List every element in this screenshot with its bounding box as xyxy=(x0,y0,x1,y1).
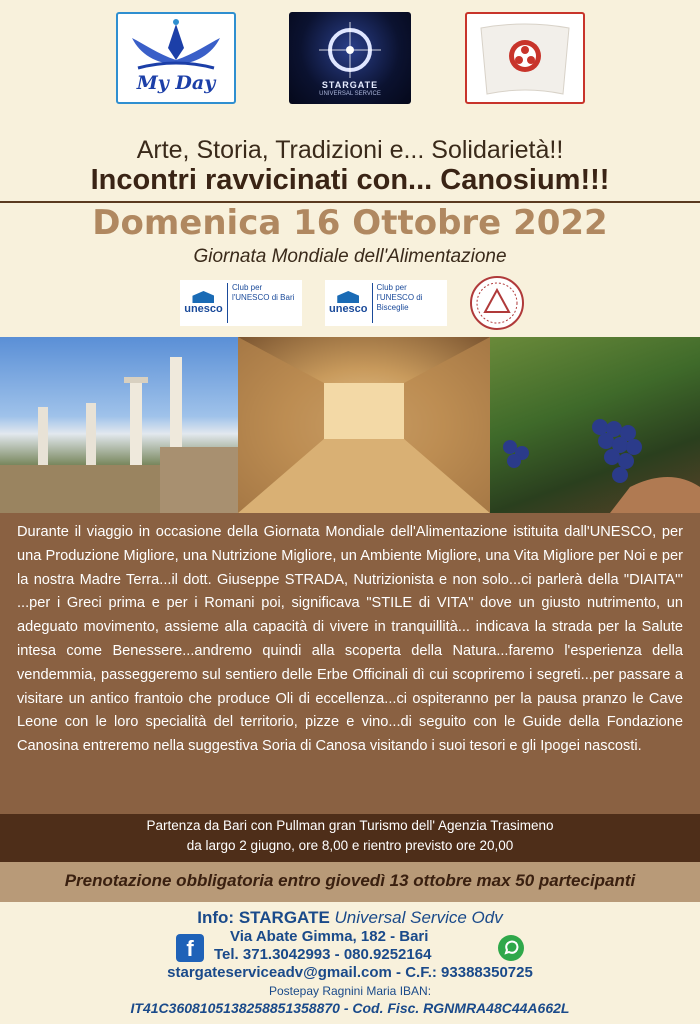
unesco-club-label: Club per l'UNESCO di Bari xyxy=(227,283,298,323)
unesco-club-label: Club per l'UNESCO di Bisceglie xyxy=(372,283,443,323)
association-seal-logo xyxy=(470,276,524,330)
unesco-word: unesco xyxy=(329,303,368,315)
unesco-club-bari-logo xyxy=(180,280,302,326)
headline-tagline: Arte, Storia, Tradizioni e... Solidarietà!! xyxy=(136,136,564,164)
contact-email-cf[interactable]: stargateserviceadv@gmail.com - C.F.: 93388350725 xyxy=(167,964,533,981)
description-text: Durante il viaggio in occasione della Giornata Mondiale dell'Alimentazione istituita dall'UNESCO, per una Produzione Migliore, una Nutrizione Migliore, un Ambiente Migliore, una Vita Migliore per Noi e per la nostra Madre Terra...il dott. Giuseppe STRADA, Nutrizionista e non solo...ci parlerà della "DIAITA'" ...per i Greci prima e per i Romani poi, significava "STILE di VITA" dove un giusto nutrimento, un adeguato movimento, assieme alla capacità di vivere in tranquillità... indicava la strada per la Salute intesa come Benessere...andremo quindi alla scoperta della Natura...faremo l'esperienza della vendemmia, passeggeremo sul sentiero delle Erbe Officinali dì cui scopriremo i segreti...per passare a visitare un antico frantoio che produce Oli di eccellenza...ci ospiteranno per la pausa pranzo le Cave Leone con le loro specialità del territorio, pizze e vino...di seguito con le Guide della Fondazione Canosina entreremo nella suggestiva Soria di Canosa visitando i suoi tesori e gli Ipogei nascosti. xyxy=(17,524,683,755)
stargate-logo-subtext: UNIVERSAL SERVICE xyxy=(319,91,381,97)
postepay-label: Postepay Ragnini Maria IBAN: xyxy=(268,984,432,998)
unesco-temple-icon xyxy=(192,291,214,303)
unesco-word: unesco xyxy=(184,303,223,315)
event-subtitle: Giornata Mondiale dell'Alimentazione xyxy=(193,246,507,267)
my-day-logo xyxy=(116,12,236,104)
stargate-logo-text: STARGATE xyxy=(321,80,379,90)
banner-of-peace-logo xyxy=(465,12,585,104)
info-heading xyxy=(0,908,700,928)
facebook-icon[interactable]: f xyxy=(176,934,204,962)
banner-of-peace-icon xyxy=(467,14,583,102)
iban-text: IT41C3608105138258851358870 - Cod. Fisc. RGNMRA48C44A662L xyxy=(130,1000,570,1016)
my-day-logo-text: My Day xyxy=(136,72,216,94)
whatsapp-icon[interactable] xyxy=(498,935,524,961)
seal-icon xyxy=(472,278,522,328)
tunnel-illustration xyxy=(238,337,490,513)
departure-line-1: Partenza da Bari con Pullman gran Turismo dell' Agenzia Trasimeno xyxy=(146,818,554,833)
grapes-harvest-photo xyxy=(490,337,700,513)
contact-phone[interactable]: Tel. 371.3042993 - 080.9252164 xyxy=(214,946,432,963)
whatsapp-glyph xyxy=(498,935,524,961)
grapes-illustration xyxy=(490,337,700,513)
hypogeum-photo xyxy=(238,337,490,513)
info-org: Universal Service Odv xyxy=(334,908,503,927)
roman-ruins-photo xyxy=(0,337,238,513)
unesco-temple-icon xyxy=(337,291,359,303)
stargate-logo xyxy=(289,12,411,104)
info-label: Info: STARGATE xyxy=(197,908,330,927)
unesco-club-bisceglie-logo xyxy=(325,280,447,326)
unesco-mark xyxy=(329,283,368,323)
unesco-mark xyxy=(184,283,223,323)
event-date: Domenica 16 Ottobre 2022 xyxy=(92,203,608,243)
columns-illustration xyxy=(0,337,238,513)
contact-address: Via Abate Gimma, 182 - Bari xyxy=(230,928,429,945)
departure-line-2: da largo 2 giugno, ore 8,00 e rientro previsto ore 20,00 xyxy=(186,838,514,853)
booking-notice: Prenotazione obbligatoria entro giovedì 13 ottobre max 50 partecipanti xyxy=(64,871,636,890)
headline-title: Incontri ravvicinati con... Canosium!!! xyxy=(90,164,610,196)
